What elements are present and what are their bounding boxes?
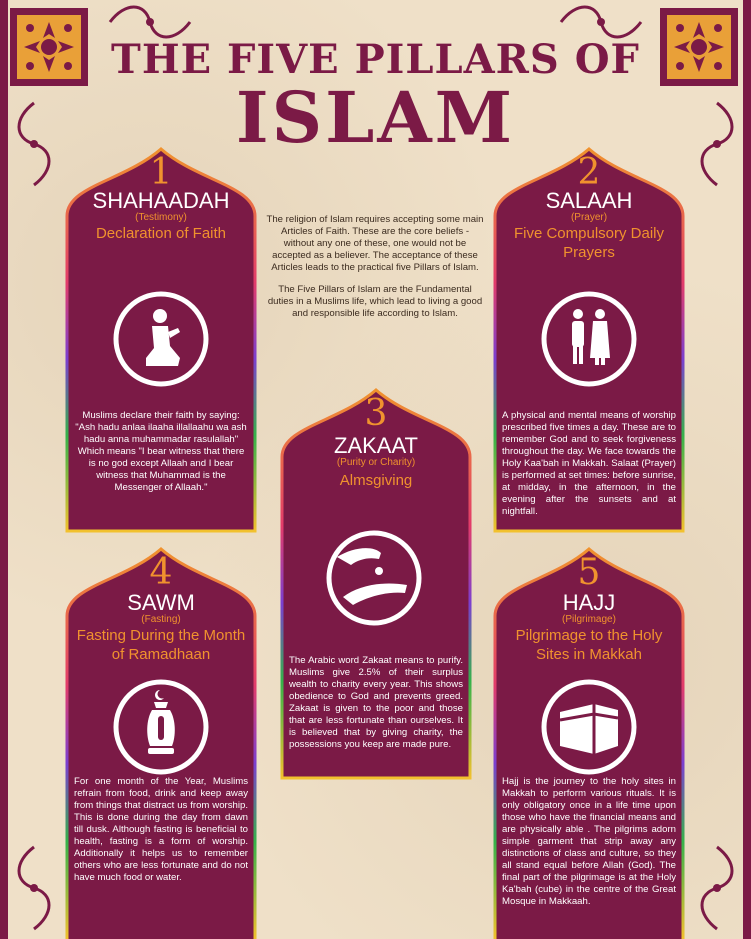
pillar-card-hajj (492, 546, 686, 939)
intro-text (265, 214, 485, 330)
pillar-name: HAJJ (562, 590, 616, 615)
pillar-meaning: Pilgrimage to the Holy Sites in Makkah (515, 627, 663, 663)
title-line-1: THE FIVE PILLARS OF (111, 36, 640, 83)
pillar-subtitle: (Testimony) (135, 212, 187, 223)
pillar-name: SAWM (127, 590, 195, 615)
pillar-name: ZAKAAT (334, 433, 418, 458)
pillar-number: 4 (149, 552, 173, 593)
kaaba-icon (538, 676, 640, 778)
pillar-card-zakaat (279, 387, 473, 781)
praying-person-icon (110, 288, 212, 390)
title-line-2: ISLAM (235, 76, 516, 159)
pillar-description: The Arabic word Zakaat means to purify. Muslims give 2.5% of their surplus wealth to charity every year. This shows obedience to God and prevents greed. Zakaat is given to the poor and those that are less fortunate than ourselves. It is believed that by giving charity, the possessions you keep are made pure. (289, 655, 463, 750)
flourish-left-bottom (14, 842, 54, 934)
pillar-number: 2 (577, 152, 601, 193)
two-people-icon (538, 288, 640, 390)
pillar-subtitle: (Fasting) (141, 614, 181, 625)
pillar-meaning: Fasting During the Month of Ramadhaan (76, 627, 246, 663)
lantern-icon (110, 676, 212, 778)
intro-paragraph-2: The Five Pillars of Islam are the Fundamental duties in a Muslims life, which lead to living a good and responsible life according to Islam. (267, 284, 483, 319)
pillar-meaning: Almsgiving (339, 472, 413, 489)
pillar-card-shahaadah (64, 146, 258, 534)
pillar-card-sawm (64, 546, 258, 939)
pillar-description: For one month of the Year, Muslims refrain from food, drink and keep away from things that distract us from worship. This is done during the day from dawn till dusk. Although fasting is beneficial to health, fasting is a form of worship. Additionally it helps us to remember others who are less fortunate and do not have much food or water. (74, 776, 248, 883)
pillar-description: A physical and mental means of worship prescribed five times a day. These are to remember God and to seek forgiveness throughout the day. We face towards the Holy Kaa'bah in Makkah. Salaat (Prayer) is performed at set times: before sunrise, at midday, in the afternoon, in the evening after the sunsets and at nightfall. (502, 410, 676, 517)
giving-hands-icon (323, 527, 425, 629)
pillar-name: SHAHAADAH (92, 188, 230, 213)
pillar-description: Hajj is the journey to the holy sites in Makkah to perform various rituals. It is only obligatory once in a life time upon those who have the financial means and are physically able . The pilgrims adorn simple garment that strip away any distinctions of class and culture, so they all stand equal before Allah (God). The final part of the pilgrimage is at the Holy Ka'bah (cube) in the centre of the Great Mosque in Makkaah. (502, 776, 676, 907)
pillar-number: 5 (577, 552, 601, 593)
pillar-description: Muslims declare their faith by saying: "Ash hadu anlaa ilaaha illallaahu wa ash hadu anna muhammadar rasulallah" Which means "I bear witness that there is no god except Allaah and I bear witness that Muhammad is the Messenger of Allaah." (75, 410, 247, 493)
flourish-right-bottom (697, 842, 737, 934)
pillar-card-salaah (492, 146, 686, 534)
pillar-subtitle: (Pilgrimage) (562, 614, 616, 625)
pillar-number: 3 (364, 393, 388, 434)
pillar-name: SALAAH (545, 188, 633, 213)
pillar-subtitle: (Prayer) (570, 212, 608, 223)
pillar-subtitle: (Purity or Charity) (336, 457, 416, 468)
intro-paragraph-1: The religion of Islam requires accepting some main Articles of Faith. These are the core beliefs - without any one of these, one would not be accepted as a believer. The acceptance of these Articles leads to the practical five Pillars of Islam. (266, 214, 484, 273)
pillar-meaning: Declaration of Faith (95, 225, 227, 242)
pillar-meaning: Five Compulsory Daily Prayers (513, 225, 665, 261)
pillar-number: 1 (149, 152, 173, 193)
